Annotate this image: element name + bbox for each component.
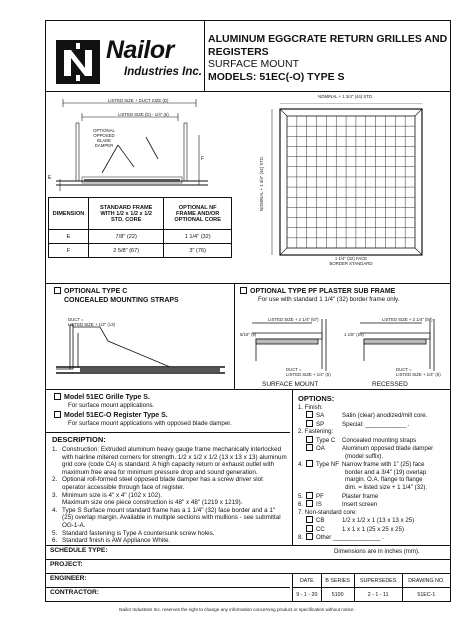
title-line-2: REGISTERS (208, 45, 269, 58)
oa-checkbox[interactable] (306, 444, 313, 451)
model-51ec-o-checkbox[interactable] (54, 411, 61, 418)
option-pf-title: OPTIONAL TYPE PF PLASTER SUB FRAME (250, 288, 396, 295)
dim-header: DIMENSION (49, 198, 89, 230)
drawing-no-value: 51EC-1 (402, 588, 450, 602)
contractor-field: CONTRACTOR: (50, 589, 99, 596)
brand-sub: Industries Inc. (124, 66, 202, 78)
options-section: OPTIONS: 1. Finish: SA Satin (clear) anodized/mill core. SP Special: ____________ . 2. Fastening: Type C Concealed mounting straps OA Aluminum opposed blade damper (model suffix). 4. Type NF Narrow frame with 1" (25) face border and a 3/4" (19) overlap margin. O.A. flange to flange dim. = listed size + 1 1/4" (32). 5. PF Plaster frame 6. IS Insert screen 7. Non-standard core: CB 1/2 x 1/2 x 1 (13 x 13 x 25) CC 1 x 1 x 1 (25 x 25 x 25) 8. Other ______________ . Dimensions are in inches (mm). (298, 394, 434, 555)
pf-listed-label-2: LISTED SIZE + 2 1/4" (57) (382, 317, 433, 322)
option-pf-checkbox[interactable] (240, 287, 247, 294)
dim-e-label: E (48, 175, 52, 181)
logo (56, 36, 226, 94)
option-pf-subtitle: For use with standard 1 1/4" (32) border frame only. (258, 296, 400, 303)
project-field: PROJECT: (50, 561, 83, 568)
pf-listed-label-1: LISTED SIZE + 2 1/4" (57) (268, 317, 319, 322)
title-block (208, 33, 448, 83)
title-line-1: ALUMINUM EGGCRATE RETURN GRILLES AND (208, 33, 448, 45)
option-c-subtitle: CONCEALED MOUNTING STRAPS (64, 297, 179, 304)
option-c-block (54, 287, 179, 305)
options-heading: OPTIONS: (298, 394, 335, 403)
nailor-logo-icon (56, 40, 100, 84)
option-c-checkbox[interactable] (54, 287, 61, 294)
option-pf-block (240, 287, 399, 304)
date-value: 9 - 1 - 20 (293, 588, 322, 602)
cc-checkbox[interactable] (306, 525, 313, 532)
dimension-table (48, 197, 232, 258)
model-51ec: Model 51EC Grille Type S. For surface mount applications. (54, 393, 154, 410)
schedule-type: SCHEDULE TYPE: (50, 547, 108, 554)
listed-minus-label: LISTED SIZE (D) - 1/4" (6) (118, 112, 169, 117)
other-checkbox[interactable] (306, 533, 313, 540)
option-c-title: OPTIONAL TYPE C (64, 288, 128, 295)
front-view-drawing (268, 103, 428, 267)
pf-checkbox[interactable] (306, 492, 313, 499)
cb-checkbox[interactable] (306, 516, 313, 523)
table-row: F 2 5/8" (67) 3" (76) (49, 244, 232, 258)
listed-plus-duct-label: LISTED SIZE + DUCT SIZE (D) (108, 98, 169, 103)
series-value: 5100 (321, 588, 354, 602)
list-item: 3. Minimum size is 4" x 4" (102 x 102). (52, 491, 163, 499)
pf-dim-2: 1 1/8" (29) (344, 332, 364, 337)
list-item: Maximum size one piece construction is 48" x 48" (1219 x 1219). (62, 499, 243, 507)
pf-duct-label-2: DUCT = LISTED SIZE + 1/4" (6) (396, 367, 441, 377)
sp-checkbox[interactable] (306, 420, 313, 427)
recessed-label: RECESSED (372, 381, 408, 388)
list-item: 5. Standard fastening is Type A countersunk screw holes. (52, 529, 215, 537)
surface-mount-label: SURFACE MOUNT (262, 381, 319, 388)
sa-checkbox[interactable] (306, 411, 313, 418)
type-c-checkbox[interactable] (306, 436, 313, 443)
info-table: DATE B SERIES SUPERSEDES DRAWING NO. 9 - 1 - 20 5100 2 - 1 - 11 51EC-1 (292, 573, 451, 602)
model-51ec-checkbox[interactable] (54, 393, 61, 400)
supersedes-value: 2 - 1 - 11 (354, 588, 402, 602)
title-models: MODELS: 51EC(-O) TYPE S (208, 70, 345, 83)
border-note: 1 1/4" (32) FACE BORDER STANDARD (329, 256, 373, 266)
damper-label: OPTIONAL OPPOSED BLADE DAMPER (93, 128, 115, 148)
model-51ec-o: Model 51EC-O Register Type S. For surface mount applications with opposed blade damper. (54, 411, 232, 428)
nominal-height-label: NOMINAL + 1 3/4" (44) STD. (259, 155, 265, 212)
brand-name: Nailor (106, 36, 174, 64)
list-item: 6. Standard finish is AW Appliance White. (52, 537, 171, 545)
title-line-3: SURFACE MOUNT (208, 58, 300, 70)
description-heading: DESCRIPTION: (52, 435, 106, 444)
pf-dim-1: 5/16" (8) (240, 332, 257, 337)
dim-f-label: F (201, 156, 205, 162)
table-row: E 7/8" (22) 1 1/4" (32) (49, 230, 232, 244)
list-item: 1. Construction: Extruded aluminum heavy gauge frame mechanically interlocked with hairline mitered corners for strength. 1/2 x 1/2 x 1/2 (13 x 13 x 13) aluminum grid core (code CA) is standard. A high capacity return or exhaust outlet with maximum free area for minimum pressure drop and sound generation. (52, 446, 287, 476)
std-frame-header: STANDARD FRAME WITH 1/2 x 1/2 x 1/2 STD. CORE (89, 198, 164, 230)
engineer-field: ENGINEER: (50, 575, 87, 582)
is-checkbox[interactable] (306, 500, 313, 507)
opt-frame-header: OPTIONAL NF FRAME AND/OR OPTIONAL CORE (164, 198, 232, 230)
footer-note: Nailor Industries Inc. reserves the right to change any information concerning product or specification without notice. (119, 607, 355, 612)
submittal-sheet (45, 20, 451, 602)
nf-checkbox[interactable] (306, 460, 313, 467)
list-item: 2. Optional roll-formed steel opposed blade damper has a screw driver slot operator accessible through face of register. (52, 476, 263, 491)
side-section-drawing (48, 93, 216, 213)
dims-note: Dimensions are in inches (mm). (334, 547, 420, 555)
nominal-width-label: NOMINAL + 1 3/4" (44) STD. (318, 94, 374, 99)
pf-duct-label-1: DUCT = LISTED SIZE + 1/4" (6) (286, 367, 331, 377)
list-item: 4. Type S Surface mount standard frame has a 1 1/4" (32) face border and a 1" (25) overlap margin. Available in multiple sections with mullions - see submittal OG-1-A. (52, 506, 281, 529)
description-section (52, 435, 288, 545)
option-c-duct-label: DUCT = LISTED SIZE + 1/2" (13) (68, 317, 116, 327)
